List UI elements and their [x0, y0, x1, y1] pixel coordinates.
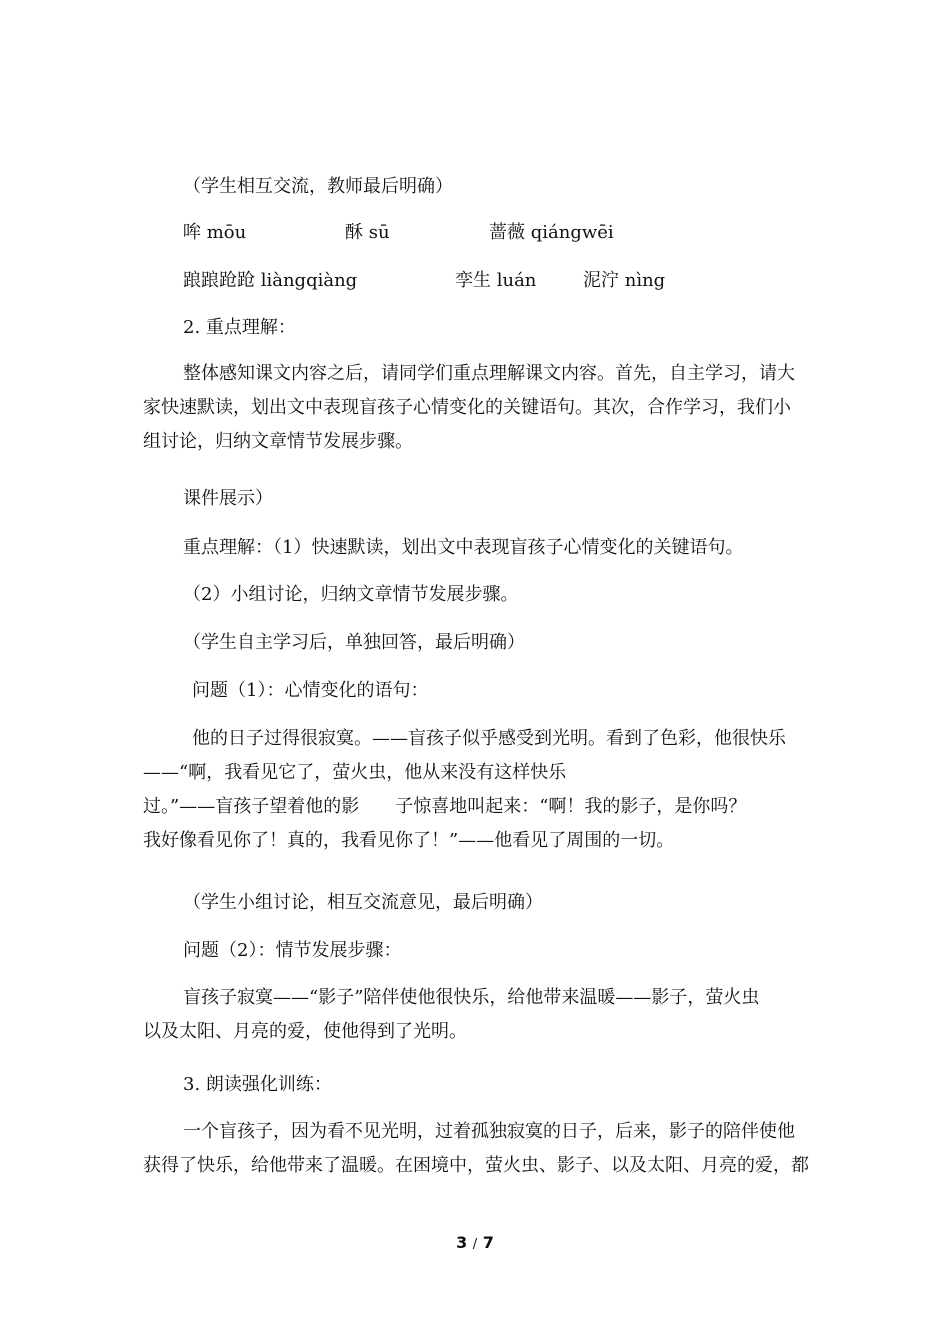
- spread-char: 没: [458, 762, 477, 783]
- paragraph-plot-steps: [143, 981, 808, 1049]
- spread-char: “: [179, 762, 189, 783]
- pinyin-ning: 泥泞 nìng: [583, 270, 666, 291]
- paragraph-line: 组讨论，归纳文章情节发展步骤。: [143, 431, 413, 452]
- pinyin-qiangwei: 蔷薇 qiángwēi: [489, 222, 614, 243]
- spread-char: ，: [206, 762, 225, 783]
- spread-char: 样: [512, 762, 531, 783]
- paragraph-line: 我好像看见你了！真的，我看见你了！”——他看见了周围的一切。: [143, 830, 675, 851]
- question-1-heading: 问题（1）：心情变化的语句：: [192, 680, 429, 701]
- pinyin-luan: 孪生 luán: [455, 270, 537, 291]
- paragraph-line: 盲孩子寂寞——“影子”陪伴使他很快乐，给他带来温暖——影子，萤火虫: [183, 987, 760, 1008]
- pinyin-su: 酥 sū: [345, 222, 390, 243]
- teacher-note-2: （学生自主学习后，单独回答，最后明确）: [183, 632, 525, 653]
- text-segment: 子惊喜地叫起来：“啊！我的影子，是你吗？: [395, 796, 747, 817]
- section-heading-3: 3. 朗读强化训练：: [183, 1074, 332, 1095]
- spread-char: —: [143, 762, 161, 783]
- text-segment: 过。”——盲孩子望着他的影: [143, 796, 360, 817]
- spread-char: 来: [440, 762, 459, 783]
- paragraph-mood-sentences: [143, 722, 808, 858]
- page-number: 3: [456, 1233, 468, 1252]
- paragraph-line: 家快速默读，划出文中表现盲孩子心情变化的关键语句。其次，合作学习，我们小: [143, 397, 791, 418]
- paragraph-line: 整体感知课文内容之后，请同学们重点理解课文内容。首先，自主学习，请大: [183, 363, 795, 384]
- paragraph-reading-training: [143, 1115, 808, 1183]
- spread-char: 快: [530, 762, 549, 783]
- spread-char: 萤: [332, 762, 351, 783]
- page-footer: [0, 1232, 950, 1256]
- spread-char: 看: [242, 762, 261, 783]
- paragraph-line-spread: [143, 756, 808, 790]
- pinyin-mou: 哞 mōu: [183, 222, 247, 243]
- focus-item-1: 重点理解：（1）快速默读，划出文中表现盲孩子心情变化的关键语句。: [183, 537, 744, 558]
- spread-char: 乐: [548, 762, 567, 783]
- spread-char: 见: [260, 762, 279, 783]
- spread-char: 有: [476, 762, 495, 783]
- question-2-heading: 问题（2）：情节发展步骤：: [183, 940, 402, 961]
- paragraph-line: 获得了快乐，给他带来了温暖。在困境中，萤火虫、影子、以及太阳、月亮的爱，都: [143, 1155, 809, 1176]
- spread-char: 虫: [368, 762, 387, 783]
- courseware-label: 课件展示）: [183, 488, 273, 509]
- teacher-note-3: （学生小组讨论，相互交流意见，最后明确）: [183, 892, 543, 913]
- spread-char: 它: [278, 762, 297, 783]
- page-total: 7: [482, 1233, 494, 1252]
- spread-char: 我: [224, 762, 243, 783]
- spread-char: 火: [350, 762, 369, 783]
- spread-char: ，: [314, 762, 333, 783]
- section-heading-2: 2. 重点理解：: [183, 317, 296, 338]
- spread-char: 他: [404, 762, 423, 783]
- spread-char: 了: [296, 762, 315, 783]
- spread-char: 从: [422, 762, 441, 783]
- paragraph-line: 一个盲孩子，因为看不见光明，过着孤独寂寞的日子，后来，影子的陪伴使他: [183, 1121, 795, 1142]
- pinyin-liangqiang: 踉踉跄跄 liàngqiàng: [183, 270, 358, 291]
- spread-char: ，: [386, 762, 405, 783]
- paragraph-line: [143, 790, 808, 824]
- teacher-note-1: （学生相互交流，教师最后明确）: [183, 176, 453, 197]
- spread-char: 这: [494, 762, 513, 783]
- page-separator: /: [472, 1237, 478, 1252]
- paragraph-line: 以及太阳、月亮的爱，使他得到了光明。: [143, 1021, 467, 1042]
- focus-item-2: （2）小组讨论，归纳文章情节发展步骤。: [183, 584, 519, 605]
- spread-char: 啊: [188, 762, 207, 783]
- paragraph-focus-intro: [143, 357, 808, 459]
- spread-char: —: [161, 762, 179, 783]
- paragraph-line: 他的日子过得很寂寞。——盲孩子似乎感受到光明。看到了色彩，他很快乐: [192, 728, 786, 749]
